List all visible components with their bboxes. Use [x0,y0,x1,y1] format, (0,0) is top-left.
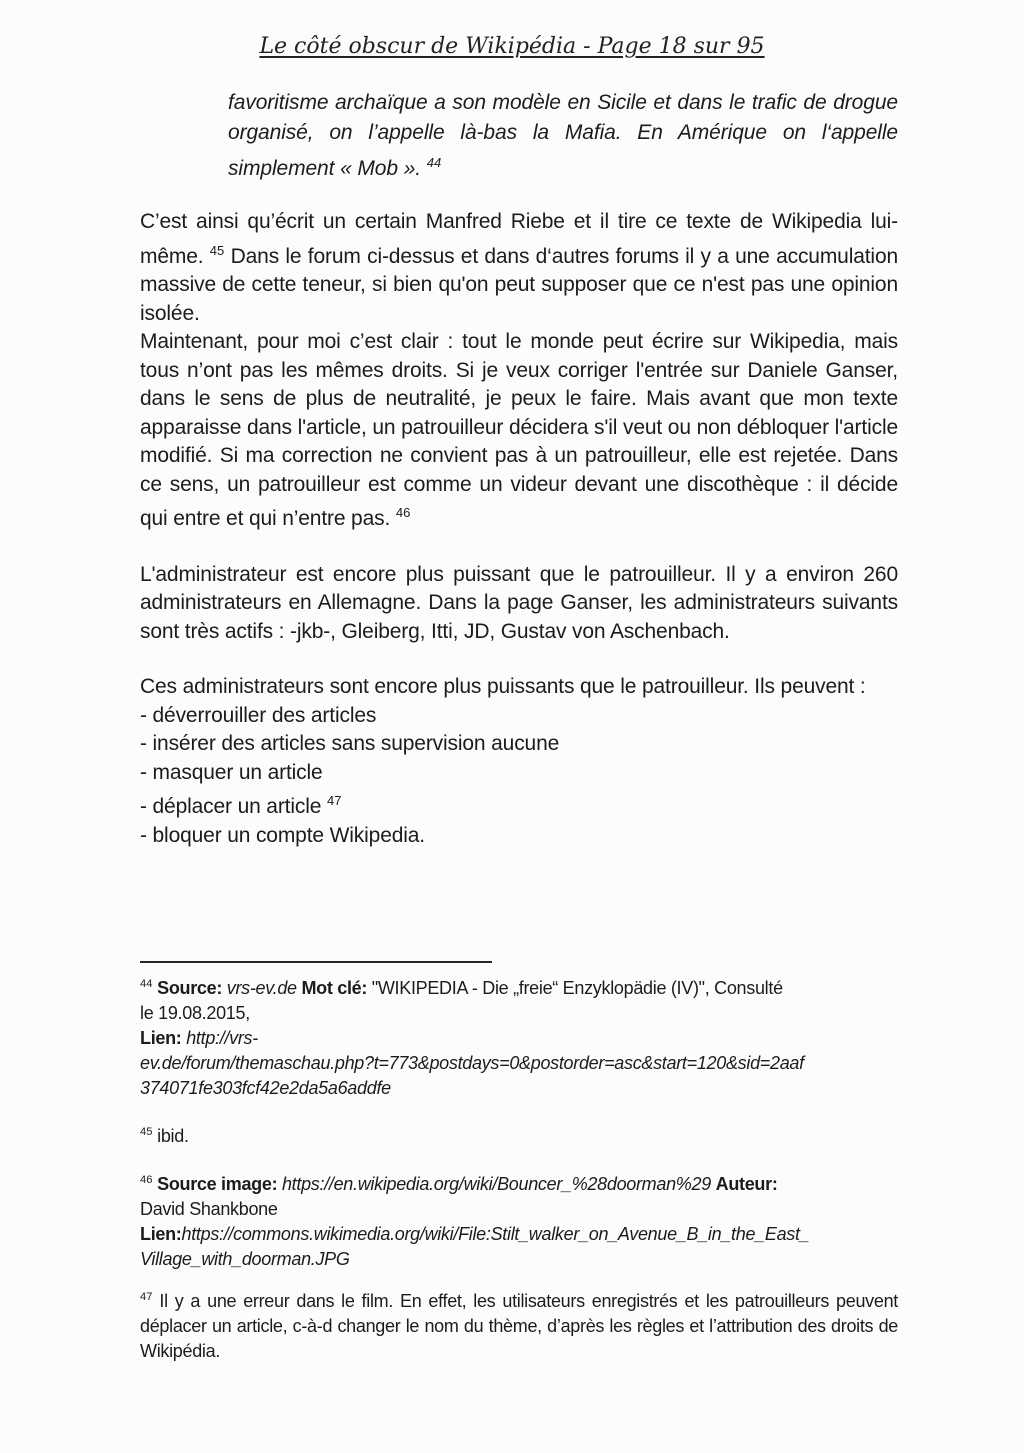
footnote-ref: 45 [140,1126,153,1138]
text-run: Mot clé: [301,978,368,998]
footnote-47 [140,1285,898,1364]
footnote-ref: 44 [140,978,153,990]
list-item [140,759,898,788]
text-run: Lien: [140,1028,187,1048]
list-item [140,822,898,851]
footnote-separator [140,961,492,963]
footnote-ref: 46 [395,505,411,520]
text-run: Lien: [140,1224,182,1244]
footnote-46 [140,1168,898,1272]
text-run: David Shankbone [140,1199,278,1219]
text-run: https://en.wikipedia.org/wiki/Bouncer_%28doorman%29 [281,1174,711,1194]
footnote-ref: 46 [140,1174,153,1186]
footnotes-section [140,972,898,1364]
text-run: favoritisme archaïque a son modèle en Sicile et dans le trafic de drogue organisé, on l’appelle là-bas la Mafia. En Amérique on l‘appelle simplement « Mob ». [228,91,898,180]
text-run: Auteur: [715,1174,778,1194]
list-item [140,702,898,731]
text-run: Dans le forum ci-dessus et dans d‘autres forums il y a une accumulation massive de cette teneur, si bien qu'on peut supposer que ce n'est pas une opinion isolée. [140,244,899,325]
text-run: C’est ainsi qu’écrit un certain Manfred Riebe et il tire ce texte de Wikipedia lui-même. [140,210,898,268]
text-run: - masquer un article [140,760,323,784]
running-title: Le côté obscur de Wikipédia - Page 18 sur 95 [259,34,765,59]
list-item [140,730,898,759]
text-run: https://commons.wikimedia.org/wiki/File:Stilt_walker_on_Avenue_B_in_the_East_ [181,1224,810,1244]
text-run: - bloquer un compte Wikipedia. [140,823,425,847]
text-run: 374071fe303fcf42e2da5a6addfe [140,1078,391,1098]
page-body [140,62,898,1364]
text-run: L'administrateur est encore plus puissant que le patrouilleur. Il y a environ 260 administrateurs en Allemagne. Dans la page Ganser, les administrateurs suivants sont très actifs : -jkb-, Gleiberg, Itti, JD, Gustav von Aschenbach. [140,562,898,643]
admin-powers-list [140,702,898,851]
footnote-ref: 47 [140,1291,153,1303]
footnote-ref: 44 [426,155,442,170]
text-run: le 19.08.2015, [140,1003,250,1023]
paragraph-manfred-riebe [140,208,898,328]
text-run: Source: [157,978,227,998]
footnote-ref: 47 [326,793,342,808]
text-run: Maintenant, pour moi c’est clair : tout le monde peut écrire sur Wikipedia, mais tous n’ont pas les mêmes droits. Si je veux corriger l'entrée sur Daniele Ganser, dans le sens de plus de neutralité, je peux le faire. Mais avant que mon texte apparaisse dans l'article, un patrouilleur décidera s'il veut ou non débloquer l'article modifié. Si ma correction ne convient pas à un patrouilleur, elle est rejetée. Dans ce sens, un patrouilleur est comme un videur devant une discothèque : il décide qui entre et qui n’entre pas. [140,330,898,530]
footnote-44 [140,972,898,1101]
text-run: - déplacer un article [140,795,327,818]
quote-paragraph [228,88,898,184]
text-run: Source image: [157,1174,282,1194]
paragraph-administrateur [140,561,898,647]
text-run: Il y a une erreur dans le film. En effet, les utilisateurs enregistrés et les patrouilleurs peuvent déplacer un article, c-à-d changer le nom du thème, d’après les règles et l’attribution des droits de Wikipédia. [140,1291,898,1361]
footnote-45 [140,1120,898,1149]
text-run: Ces administrateurs sont encore plus puissants que le patrouilleur. Ils peuvent : [140,675,866,698]
list-item [140,787,898,822]
text-run: - déverrouiller des articles [140,703,377,727]
page-header [0,0,1024,59]
footnote-ref: 45 [209,242,225,258]
text-run: http://vrs- [186,1028,258,1048]
text-run: ibid. [152,1126,189,1146]
paragraph-patrouilleur [140,328,898,534]
text-run: Village_with_doorman.JPG [140,1249,350,1269]
paragraph-admin-pouvoirs [140,673,898,702]
text-run: ev.de/forum/themaschau.php?t=773&postdays=0&postorder=asc&start=120&sid=2aaf [140,1053,804,1073]
text-run: - insérer des articles sans supervision aucune [140,732,560,755]
text-run: "WIKIPEDIA - Die „freie“ Enzyklopädie (IV)", Consulté [367,978,783,998]
text-run: vrs-ev.de [226,978,297,998]
